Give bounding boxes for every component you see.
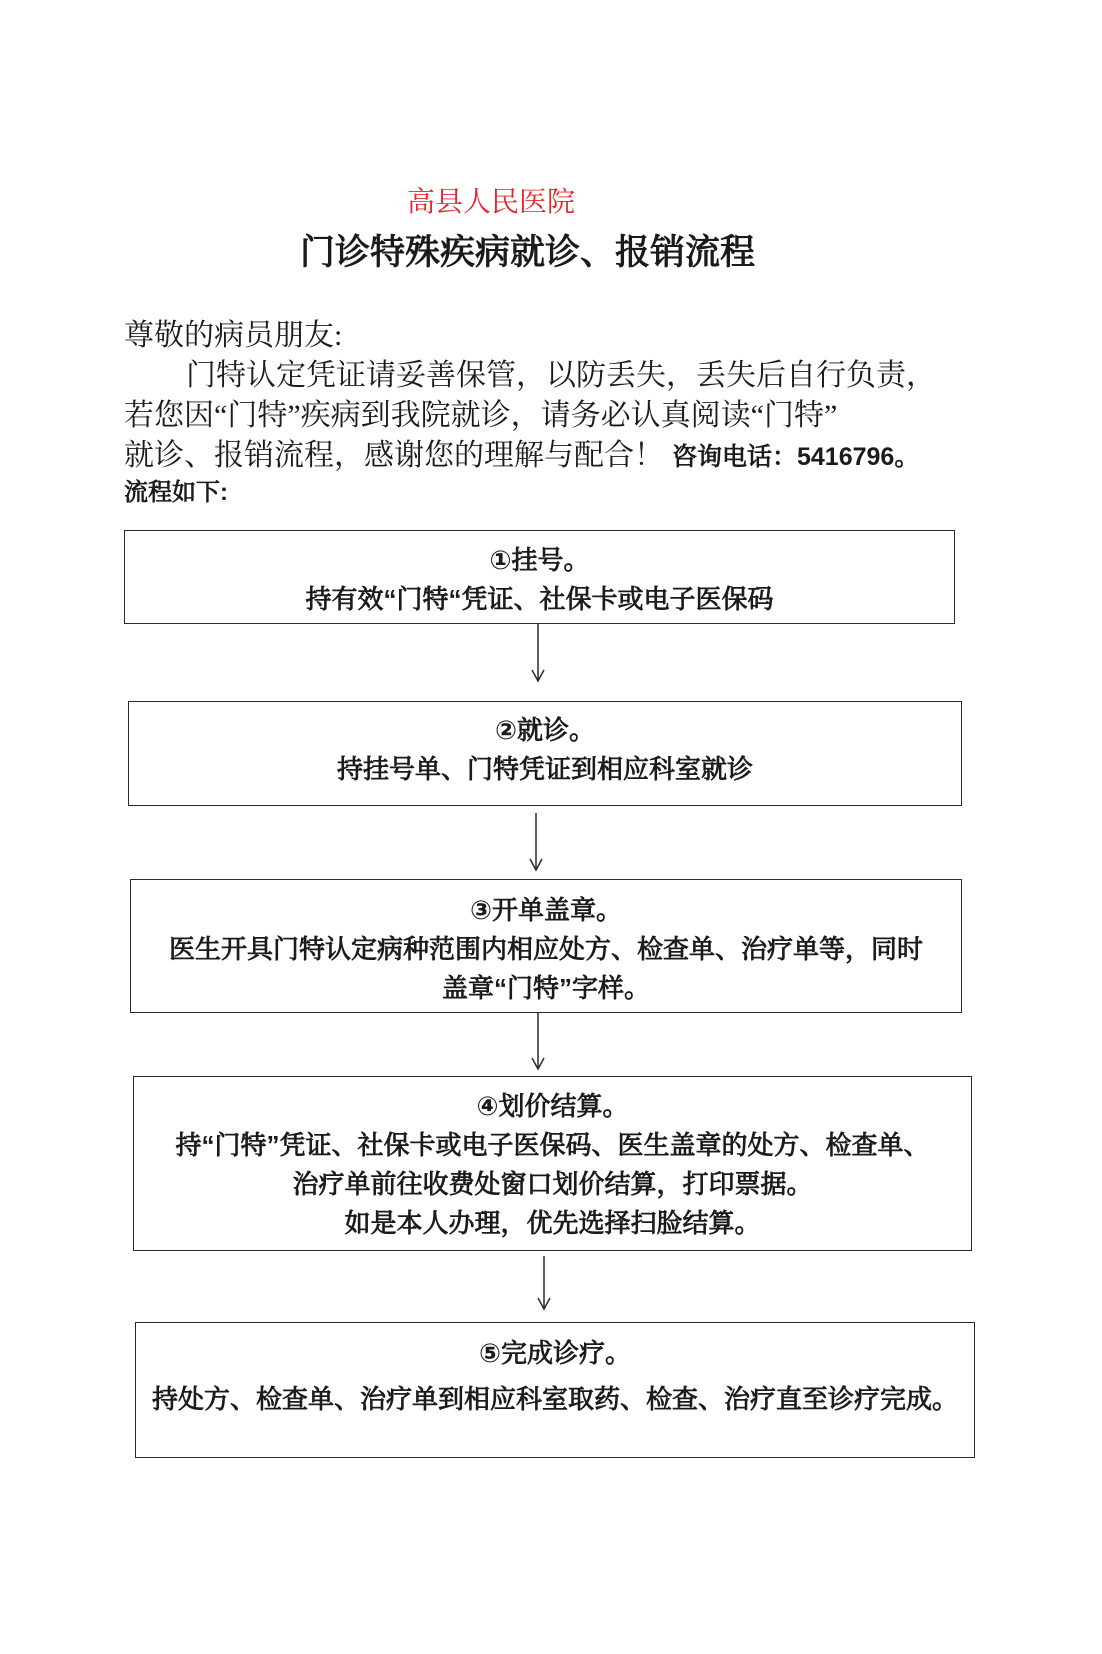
- step-title: ①挂号。: [489, 545, 590, 575]
- step-title: ④划价结算。: [476, 1091, 629, 1121]
- intro-line-3: [124, 436, 1084, 477]
- step-line: 盖章“门特”字样。: [441, 973, 650, 1003]
- hospital-name: 高县人民医院: [407, 187, 576, 218]
- step-title: ⑤完成诊疗。: [478, 1338, 631, 1368]
- step-box-prescription-stamp: [130, 879, 962, 1013]
- step-line: 如是本人办理，优先选择扫脸结算。: [344, 1208, 761, 1238]
- down-arrow-icon: [534, 1256, 554, 1310]
- step-line: 治疗单前往收费处窗口划价结算，打印票据。: [292, 1169, 813, 1199]
- down-arrow-icon: [528, 624, 548, 682]
- intro-line-1: 门特认定凭证请妥善保管，以防丢失，丢失后自行负责，: [186, 359, 936, 392]
- step-box-complete-treatment: [135, 1322, 975, 1458]
- step-line: 持有效“门特“凭证、社保卡或电子医保码: [305, 584, 774, 614]
- down-arrow-icon: [526, 813, 546, 871]
- step-line: 持“门特”凭证、社保卡或电子医保码、医生盖章的处方、检查单、: [175, 1130, 930, 1160]
- step-title: ③开单盖章。: [469, 895, 622, 925]
- greeting: 尊敬的病员朋友:: [124, 319, 343, 352]
- step-line: 医生开具门特认定病种范围内相应处方、检查单、治疗单等，同时: [168, 934, 923, 964]
- step-line: 持处方、检查单、治疗单到相应科室取药、检查、治疗直至诊疗完成。: [151, 1384, 958, 1414]
- step-box-payment: [133, 1076, 972, 1251]
- intro-line-2: 若您因“门特”疾病到我院就诊，请务必认真阅读“门特”: [124, 399, 838, 432]
- step-line: 持挂号单、门特凭证到相应科室就诊: [336, 754, 753, 784]
- flow-label: 流程如下:: [124, 479, 228, 506]
- document-title: 门诊特殊疾病就诊、报销流程: [300, 233, 756, 272]
- step-box-register: [124, 530, 955, 624]
- intro-paragraph: [124, 316, 1084, 477]
- intro-line-3-text: 就诊、报销流程，感谢您的理解与配合！: [124, 439, 664, 472]
- step-title: ②就诊。: [494, 715, 595, 745]
- contact-phone: 咨询电话：5416796。: [672, 443, 920, 471]
- down-arrow-icon: [528, 1013, 548, 1070]
- step-box-consultation: [128, 701, 962, 806]
